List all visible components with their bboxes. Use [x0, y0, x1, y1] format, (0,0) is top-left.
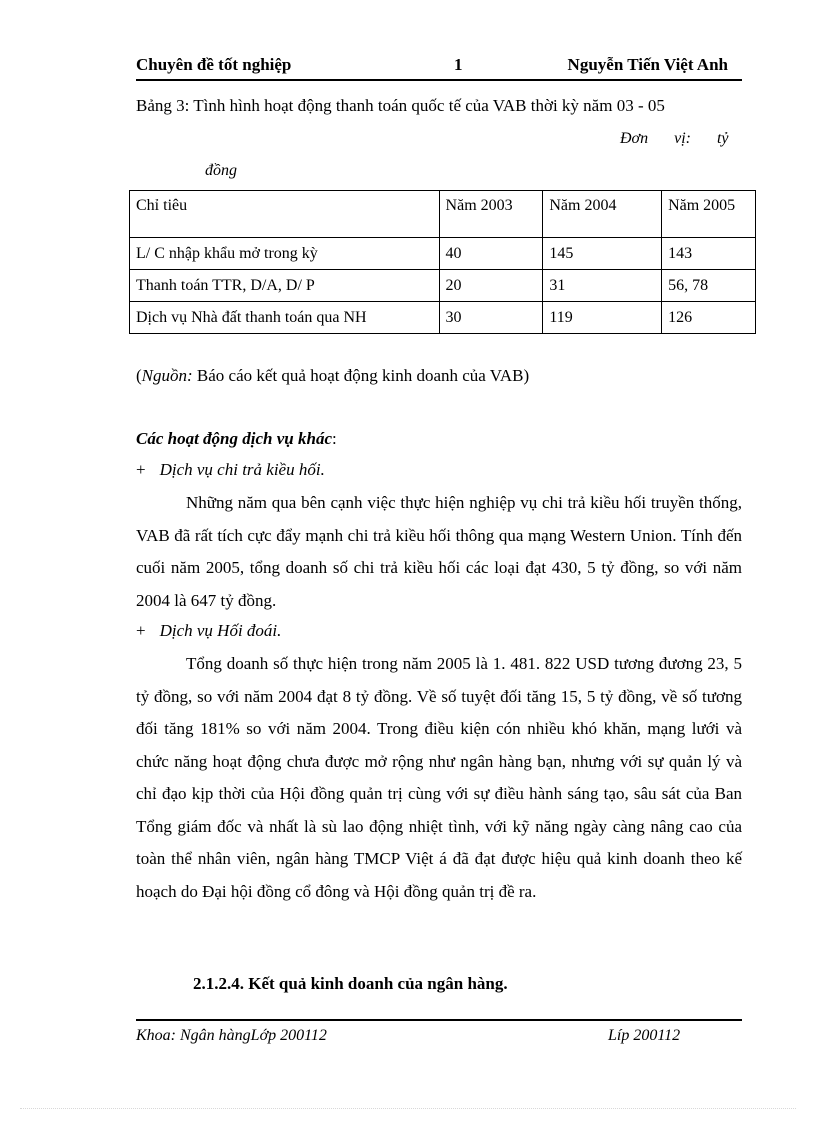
- source-label: Nguồn:: [141, 366, 193, 385]
- header-title: Chuyên đề tốt nghiệp: [136, 55, 292, 74]
- bullet-text: Dịch vụ Hối đoái.: [159, 621, 282, 640]
- bullet-symbol: +: [136, 460, 146, 479]
- unit-label: Đơn vị: tỷ: [620, 130, 729, 147]
- column-header: Chỉ tiêu: [130, 191, 440, 238]
- column-header: Năm 2003: [439, 191, 543, 238]
- table-cell: 40: [439, 238, 543, 270]
- table-cell: 143: [662, 238, 756, 270]
- table-cell: 30: [439, 302, 543, 334]
- unit-label-continued: đồng: [205, 162, 237, 179]
- table-cell: Dịch vụ Nhà đất thanh toán qua NH: [130, 302, 440, 334]
- page-number: 1: [454, 55, 463, 74]
- table-row: [130, 238, 756, 270]
- footer-faculty: Khoa: Ngân hàngLớp 200112: [136, 1027, 327, 1044]
- table-cell: 56, 78: [662, 270, 756, 302]
- source-text: Báo cáo kết quả hoạt động kinh doanh của VAB): [192, 366, 530, 385]
- table-header-row: [130, 191, 756, 238]
- table-cell: 20: [439, 270, 543, 302]
- footer-class: Líp 200112: [608, 1027, 681, 1044]
- bullet-remittance: [136, 460, 325, 480]
- page-footer: [136, 1019, 742, 1044]
- table-cell: 126: [662, 302, 756, 334]
- table-row: [130, 270, 756, 302]
- table-cell: 31: [543, 270, 662, 302]
- column-header: Năm 2004: [543, 191, 662, 238]
- header-author: Nguyễn Tiến Việt Anh: [567, 55, 728, 74]
- page-bottom-divider: [20, 1108, 796, 1109]
- source-note: [136, 366, 529, 386]
- table-cell: Thanh toán TTR, D/A, D/ P: [130, 270, 440, 302]
- section-colon: :: [332, 429, 337, 448]
- column-header: Năm 2005: [662, 191, 756, 238]
- payment-table: [129, 190, 756, 334]
- page-header: [136, 53, 742, 81]
- table-caption: Bảng 3: Tình hình hoạt động thanh toán quốc tế của VAB thời kỳ năm 03 - 05: [136, 96, 665, 115]
- section-title-text: Các hoạt động dịch vụ khác: [136, 429, 332, 448]
- bullet-symbol: +: [136, 621, 146, 640]
- table-cell: 145: [543, 238, 662, 270]
- bullet-exchange: [136, 621, 281, 641]
- table-cell: L/ C nhập khẩu mở trong kỳ: [130, 238, 440, 270]
- source-open-paren: (: [136, 366, 142, 385]
- paragraph-exchange: Tổng doanh số thực hiện trong năm 2005 là 1. 481. 822 USD tương đương 23, 5 tỷ đồng, so với năm 2004 đạt 8 tỷ đồng. Về số tuyệt đối tăng 15, 5 tỷ đồng, về số tương đối tăng 181% so với năm 2004. Trong điều kiện cón nhiều khó khăn, mạng lưới và chức năng hoạt động chưa được mở rộng như ngân hàng bạn, nhưng với sự quản lý và chỉ đạo kịp thời của Hội đồng quản trị cùng với sự điều hành sáng tạo, sâu sát của Ban Tổng giám đốc và nhất là sù lao động nhiệt tình, với kỹ năng ngày càng nâng cao của toàn thể nhân viên, ngân hàng TMCP Việt á đã đạt được hiệu quả kinh doanh theo kế hoạch do Đại hội đồng cổ đông và Hội đồng quản trị đề ra.: [136, 654, 742, 901]
- bullet-text: Dịch vụ chi trả kiều hối.: [159, 460, 325, 479]
- paragraph-remittance: Những năm qua bên cạnh việc thực hiện nghiệp vụ chi trả kiều hối truyền thống, VAB đã rất tích cực đẩy mạnh chi trả kiều hối thông qua mạng Western Union. Tính đến cuối năm 2005, tổng doanh số chi trả kiều hối các loại đạt 430, 5 tỷ đồng, so với năm 2004 là 647 tỷ đồng.: [136, 493, 742, 610]
- subheading: 2.1.2.4. Kết quả kinh doanh của ngân hàng.: [193, 974, 508, 993]
- section-title: [136, 429, 337, 449]
- table-row: [130, 302, 756, 334]
- table-cell: 119: [543, 302, 662, 334]
